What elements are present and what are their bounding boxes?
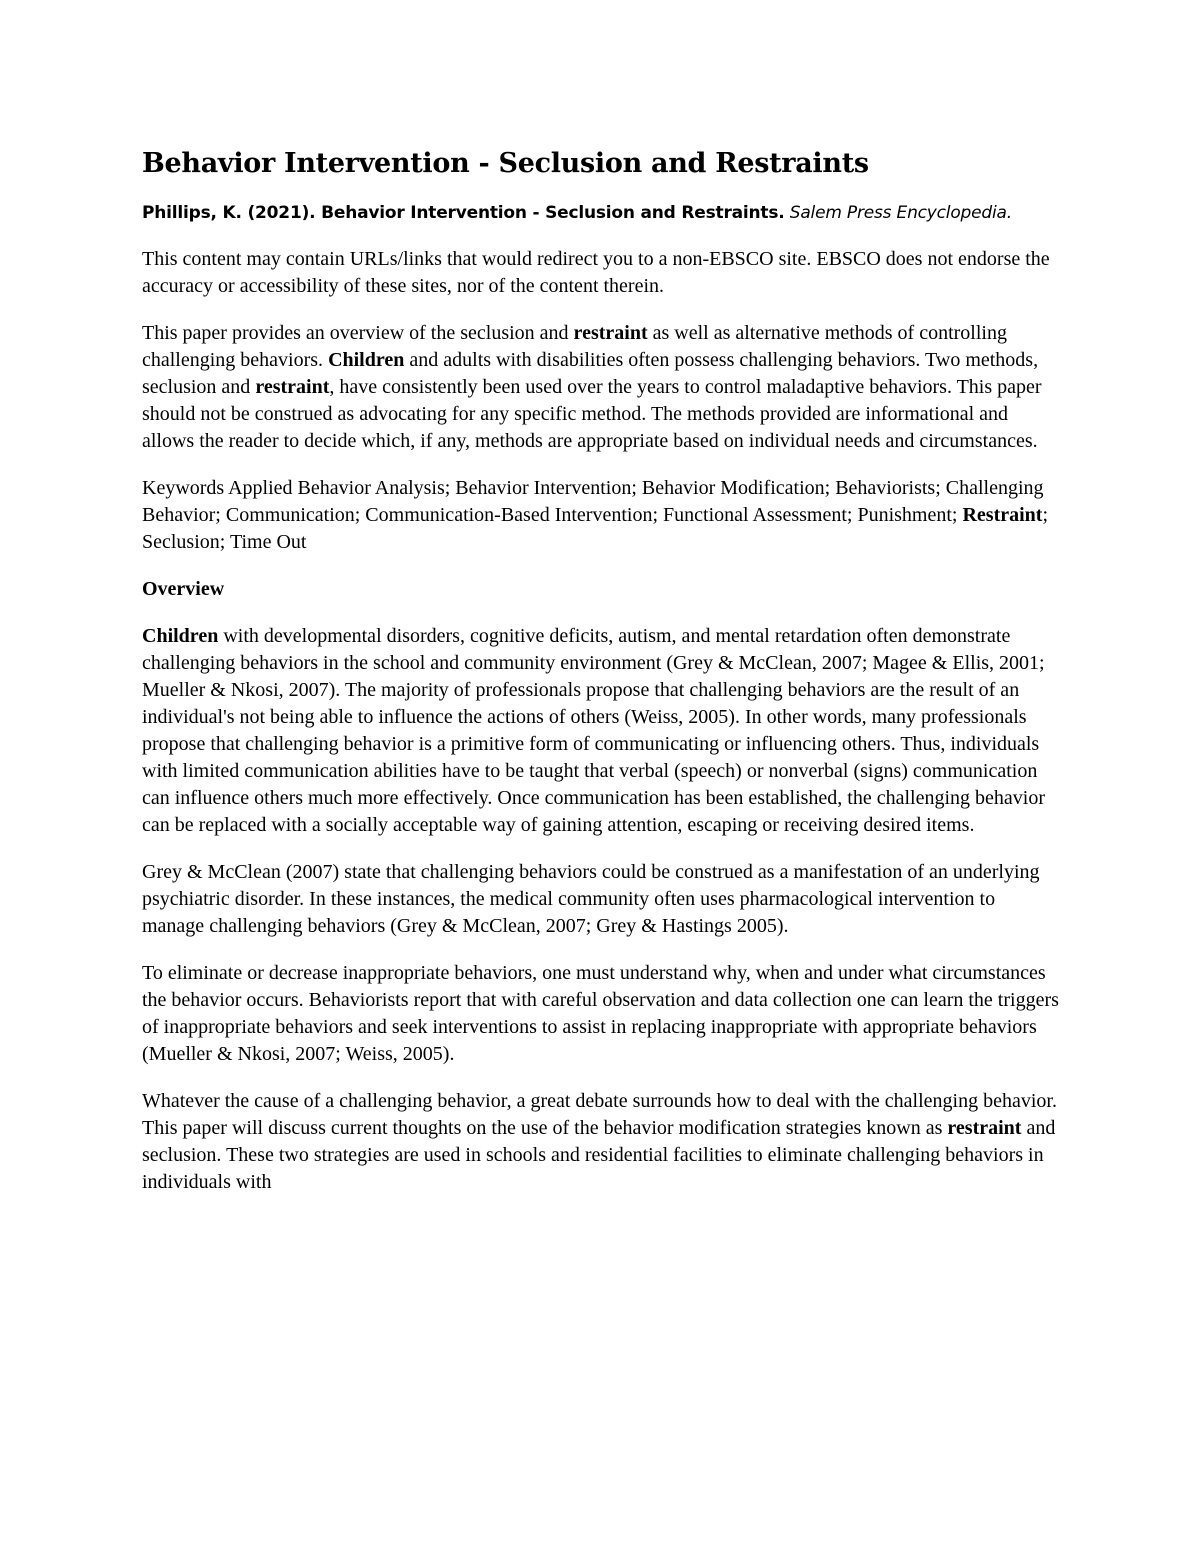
overview-text: Whatever the cause of a challenging behavior, a great debate surrounds how to deal with the challenging behavior. This paper will discuss current thoughts on the use of the behavior modification strategies known as — [142, 1090, 1057, 1139]
keywords-text: Keywords Applied Behavior Analysis; Behavior Intervention; Behavior Modification; Behaviorists; Challenging Behavior; Communication; Communication-Based Intervention; Functional Assessment; Punishment; — [142, 477, 1044, 526]
highlight-term: Children — [142, 625, 219, 647]
citation-authors: Phillips, K. (2021). — [142, 203, 322, 223]
abstract-text: This paper provides an overview of the seclusion and — [142, 322, 574, 344]
keywords-paragraph — [142, 475, 1062, 556]
citation — [142, 200, 1062, 226]
overview-paragraph-4 — [142, 1088, 1062, 1196]
highlight-term: Children — [328, 349, 405, 371]
citation-article-title: Behavior Intervention - Seclusion and Restraints. — [321, 203, 785, 223]
abstract-text: , have consistently been used over the years to control maladaptive behaviors. This paper should not be construed as advocating for any specific method. The methods provided are informational and allows the reader to decide which, if any, methods are appropriate based on individual needs and circumstances. — [142, 376, 1042, 452]
highlight-term: Restraint — [962, 504, 1043, 526]
document-page — [142, 138, 1062, 1196]
abstract-text: as well as alternative methods of controlling challenging behaviors. — [142, 322, 1007, 371]
overview-paragraph-3: To eliminate or decrease inappropriate behaviors, one must understand why, when and under what circumstances the behavior occurs. Behaviorists report that with careful observation and data collection one can learn the triggers of inappropriate behaviors and seek interventions to assist in replacing inappropriate with appropriate behaviors (Mueller & Nkosi, 2007; Weiss, 2005). — [142, 962, 1059, 1065]
overview-text: with developmental disorders, cognitive deficits, autism, and mental retardation often demonstrate challenging behaviors in the school and community environment (Grey & McClean, 2007; Magee & Ellis, 2001; Mueller & Nkosi, 2007). The majority of professionals propose that challenging behaviors are the result of an individual's not being able to influence the actions of others (Weiss, 2005). In other words, many professionals propose that challenging behavior is a primitive form of communicating or influencing others. Thus, individuals with limited communication abilities have to be taught that verbal (speech) or nonverbal (signs) communication can influence others much more effectively. Once communication has been established, the challenging behavior can be replaced with a socially acceptable way of gaining attention, escaping or receiving desired items. — [142, 625, 1045, 836]
highlight-term: restraint — [573, 322, 648, 344]
disclaimer-paragraph: This content may contain URLs/links that would redirect you to a non-EBSCO site. EBSCO does not endorse the accuracy or accessibility of these sites, nor of the content therein. — [142, 248, 1050, 297]
abstract-paragraph — [142, 320, 1062, 455]
document-title: Behavior Intervention - Seclusion and Restraints — [142, 148, 869, 179]
abstract-text: and adults with disabilities often possess challenging behaviors. Two methods, seclusion and — [142, 349, 1039, 398]
overview-paragraph-2: Grey & McClean (2007) state that challenging behaviors could be construed as a manifestation of an underlying psychiatric disorder. In these instances, the medical community often uses pharmacological intervention to manage challenging behaviors (Grey & McClean, 2007; Grey & Hastings 2005). — [142, 861, 1040, 937]
keywords-text: ; Seclusion; Time Out — [142, 504, 1049, 553]
highlight-term: restraint — [255, 376, 330, 398]
overview-text: and seclusion. These two strategies are used in schools and residential facilities to eliminate challenging behaviors in individuals with — [142, 1117, 1056, 1193]
citation-source: Salem Press Encyclopedia. — [789, 203, 1012, 223]
overview-heading: Overview — [142, 578, 225, 600]
overview-paragraph-1 — [142, 623, 1062, 839]
highlight-term: restraint — [947, 1117, 1022, 1139]
